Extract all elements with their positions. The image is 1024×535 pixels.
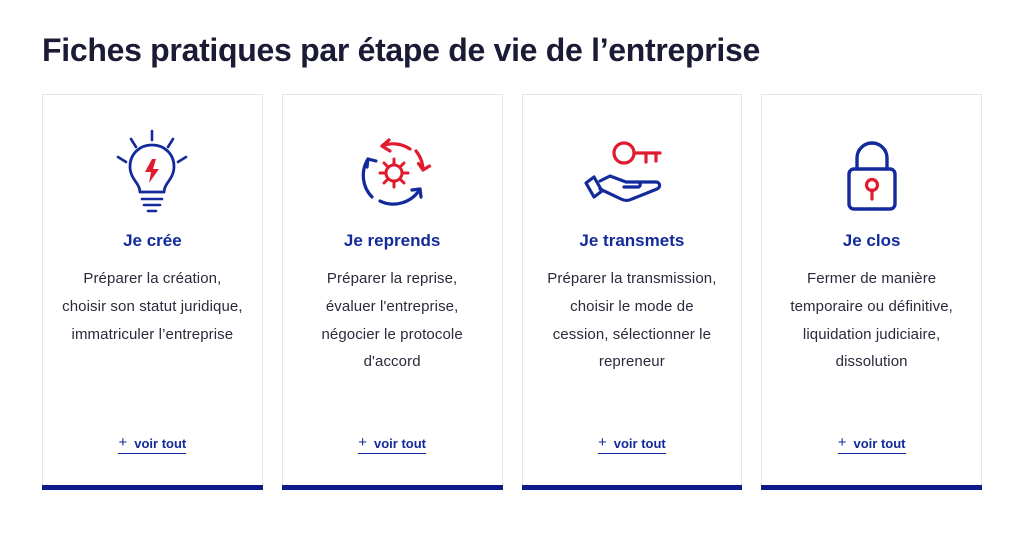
- voir-tout-link[interactable]: [118, 436, 186, 454]
- card-je-cree[interactable]: [42, 94, 263, 490]
- page-title: Fiches pratiques par étape de vie de l’entreprise: [42, 32, 761, 68]
- card-je-clos[interactable]: [761, 94, 982, 490]
- card-description: Préparer la reprise, évaluer l'entreprise, négocier le protocole d'accord: [321, 270, 463, 371]
- card-link-wrapper: [61, 436, 244, 454]
- gear-refresh-arrows-icon: [344, 121, 440, 225]
- hand-holding-key-icon: [580, 121, 684, 225]
- card-title: Je crée: [123, 231, 182, 250]
- plus-icon: +: [597, 434, 607, 451]
- lightbulb-bolt-icon: [104, 121, 200, 225]
- voir-tout-label: voir tout: [613, 436, 666, 451]
- voir-tout-label: voir tout: [374, 436, 426, 451]
- card-link-wrapper: [301, 436, 484, 454]
- card-je-transmets[interactable]: [522, 94, 743, 490]
- card-link-wrapper: [541, 436, 724, 454]
- card-title: Je reprends: [343, 231, 441, 250]
- card-je-reprends[interactable]: [282, 94, 503, 490]
- voir-tout-link[interactable]: [358, 436, 426, 454]
- plus-icon: +: [837, 434, 847, 451]
- voir-tout-label: voir tout: [134, 436, 187, 451]
- card-description: Fermer de manière temporaire ou définitive, liquidation judiciaire, dissolution: [790, 270, 953, 371]
- card-grid: [42, 94, 982, 490]
- plus-icon: +: [118, 434, 128, 451]
- card-title: Je transmets: [579, 231, 685, 250]
- card-link-wrapper: [780, 436, 963, 454]
- card-description: Préparer la création, choisir son statut juridique, immatriculer l’entreprise: [62, 270, 243, 343]
- padlock-icon: [824, 121, 920, 225]
- voir-tout-label: voir tout: [853, 436, 906, 451]
- voir-tout-link[interactable]: [838, 436, 906, 454]
- plus-icon: +: [358, 434, 367, 451]
- card-description: Préparer la transmission, choisir le mode de cession, sélectionner le repreneur: [547, 270, 717, 371]
- voir-tout-link[interactable]: [598, 436, 666, 454]
- card-title: Je clos: [842, 231, 901, 250]
